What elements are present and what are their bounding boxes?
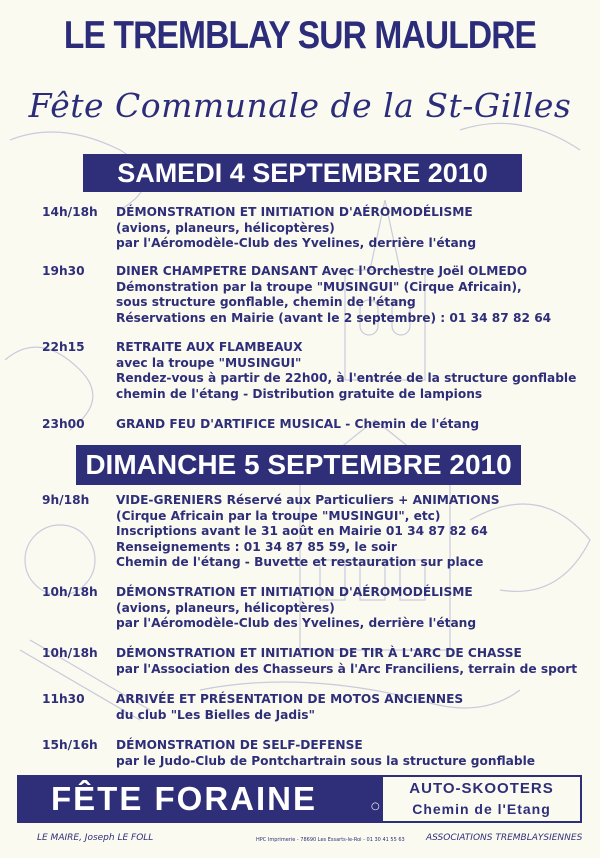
bullet-icon: ○ [371, 801, 380, 812]
event-line: (avions, planeurs, hélicoptères) [116, 600, 335, 615]
event-line: par l'Aéromodèle-Club des Yvelines, derrière l'étang [116, 236, 477, 250]
event-time: 14h/18h [42, 205, 98, 219]
event-line: (Cirque Africain par la troupe "MUSINGUI", etc) [116, 508, 441, 523]
event-line: VIDE-GRENIERS Réservé aux Particuliers + ANIMATIONS [116, 493, 500, 507]
day-banner-saturday: SAMEDI 4 SEPTEMBRE 2010 [83, 154, 522, 192]
footer-associations: ASSOCIATIONS TREMBLAYSIENNES [426, 833, 583, 843]
auto-skooters-location: Chemin de l'Etang [412, 801, 551, 817]
poster-subtitle: Fête Communale de la St-Gilles [28, 86, 572, 125]
event-line: DINER CHAMPETRE DANSANT Avec l'Orchestre Joël OLMEDO [116, 264, 528, 278]
event-line: par le Judo-Club de Pontchartrain sous la structure gonflable [116, 753, 536, 768]
event-line: DÉMONSTRATION ET INITIATION DE TIR À L'ARC DE CHASSE [116, 646, 522, 660]
event-line: par l'Association des Chasseurs à l'Arc Franciliens, terrain de sport [116, 661, 578, 676]
event-line: DÉMONSTRATION ET INITIATION D'AÉROMODÉLISME [116, 585, 473, 599]
event-line: ARRIVÉE ET PRÉSENTATION DE MOTOS ANCIENNES [116, 692, 464, 706]
fete-foraine-title: FÊTE FORAINE [51, 780, 318, 817]
event-line: Inscriptions avant le 31 août en Mairie 01 34 87 82 64 [116, 524, 488, 538]
event-line: (avions, planeurs, hélicoptères) [116, 220, 335, 235]
event-line: chemin de l'étang - Distribution gratuite de lampions [116, 386, 483, 401]
auto-skooters-label: AUTO-SKOOTERS [409, 780, 554, 797]
footer-printer: HPC Imprimerie - 78690 Les Essarts-le-Roi - 01 30 41 55 63 [256, 837, 405, 843]
event-line: Renseignements : 01 34 87 85 59, le soir [116, 539, 397, 554]
event-time: 15h/16h [42, 738, 98, 752]
event-time: 19h30 [42, 264, 85, 278]
event-line: Réservations en Mairie (avant le 2 septembre) : 01 34 87 82 64 [116, 310, 552, 325]
event-line: Rendez-vous à partir de 22h00, à l'entrée de la structure gonflable [116, 371, 577, 385]
event-time: 10h/18h [42, 585, 98, 599]
event-line: du club "Les Bielles de Jadis" [116, 707, 315, 722]
event-line: RETRAITE AUX FLAMBEAUX [116, 340, 303, 354]
footer-mayor: LE MAIRE, Joseph LE FOLL [37, 833, 154, 843]
event-time: 22h15 [42, 340, 85, 354]
event-line: DÉMONSTRATION DE SELF-DEFENSE [116, 738, 363, 752]
event-line: GRAND FEU D'ARTIFICE MUSICAL - Chemin de l'étang [116, 417, 480, 431]
poster-title: LE TREMBLAY SUR MAULDRE [63, 14, 537, 57]
event-line: DÉMONSTRATION ET INITIATION D'AÉROMODÉLISME [116, 205, 473, 219]
day-banner-sunday: DIMANCHE 5 SEPTEMBRE 2010 [76, 445, 521, 485]
auto-skooters-box [383, 777, 580, 821]
event-time: 11h30 [42, 692, 85, 706]
event-line: Chemin de l'étang - Buvette et restauration sur place [116, 555, 484, 569]
event-line: par l'Aéromodèle-Club des Yvelines, derrière l'étang [116, 616, 477, 630]
event-line: Démonstration par la troupe "MUSINGUI" (Cirque Africain), [116, 279, 522, 294]
event-time: 10h/18h [42, 646, 98, 660]
event-time: 9h/18h [42, 493, 90, 507]
fete-foraine-banner [17, 775, 582, 823]
event-line: sous structure gonflable, chemin de l'étang [116, 295, 416, 309]
event-line: avec la troupe "MUSINGUI" [116, 355, 302, 370]
event-time: 23h00 [42, 417, 85, 431]
